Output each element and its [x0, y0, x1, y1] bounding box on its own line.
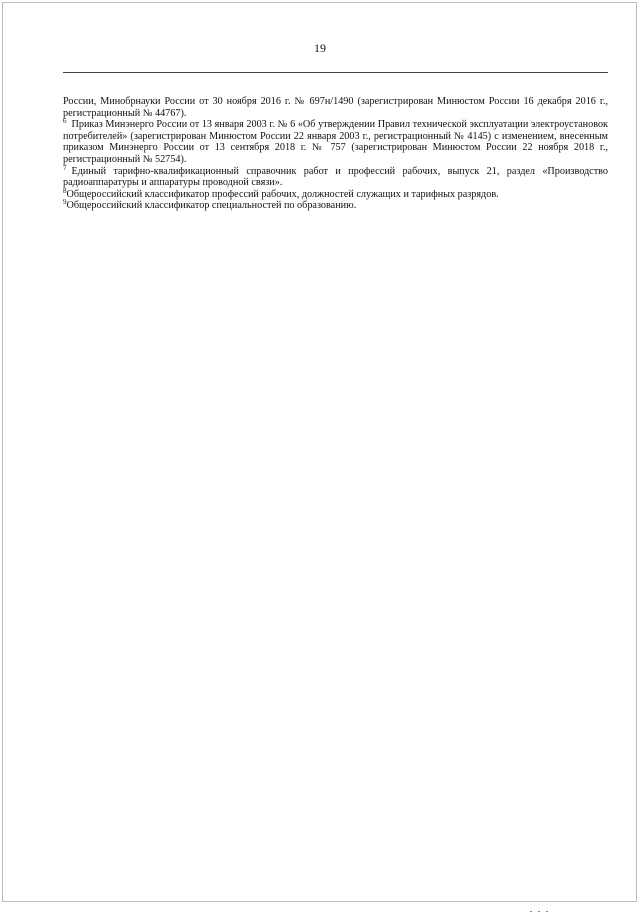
footnotes-section: [63, 96, 608, 212]
footnote-text: России, Минобрнауки России от 30 ноября 2016 г. № 697н/1490 (зарегистрирован Минюстом России 16 декабря 2016 г., регистрационный № 44767).: [63, 96, 608, 119]
footnote-marker: 6: [63, 117, 67, 126]
footnote-text: Общероссийский классификатор профессий рабочих, должностей служащих и тарифных разрядов.: [66, 188, 499, 200]
footnote-text: Общероссийский классификатор специальностей по образованию.: [66, 200, 357, 212]
footnote-text: Приказ Минэнерго России от 13 января 2003 г. № 6 «Об утверждении Правил технической эксплуатации электроустановок потребителей» (зарегистрирован Минюстом России 22 января 2003 г., регистрационный № 4145) с изменением, внесенным приказом Минэнерго России от 13 сентября 2018 г. № 757 (зарегистрирован Минюстом России 22 ноября 2018 г., регистрационный № 52754).: [63, 119, 608, 165]
footnote-7: [63, 163, 608, 189]
footnote-6: [63, 119, 608, 165]
footnote-text: Единый тарифно-квалификационный справочник работ и профессий рабочих, выпуск 21, раздел «Производство радиоаппаратуры и аппаратуры проводной связи».: [63, 165, 608, 189]
footnote-marker: 7: [63, 163, 67, 172]
footnote-8: [63, 186, 608, 201]
footnote-divider: [63, 72, 608, 73]
footnote-continuation: [63, 96, 608, 119]
footnote-marker: 8: [63, 186, 67, 195]
footnote-marker: 9: [63, 198, 67, 207]
scan-specks: [530, 899, 570, 901]
page-number: 19: [314, 41, 326, 55]
footnote-9: [63, 200, 608, 212]
